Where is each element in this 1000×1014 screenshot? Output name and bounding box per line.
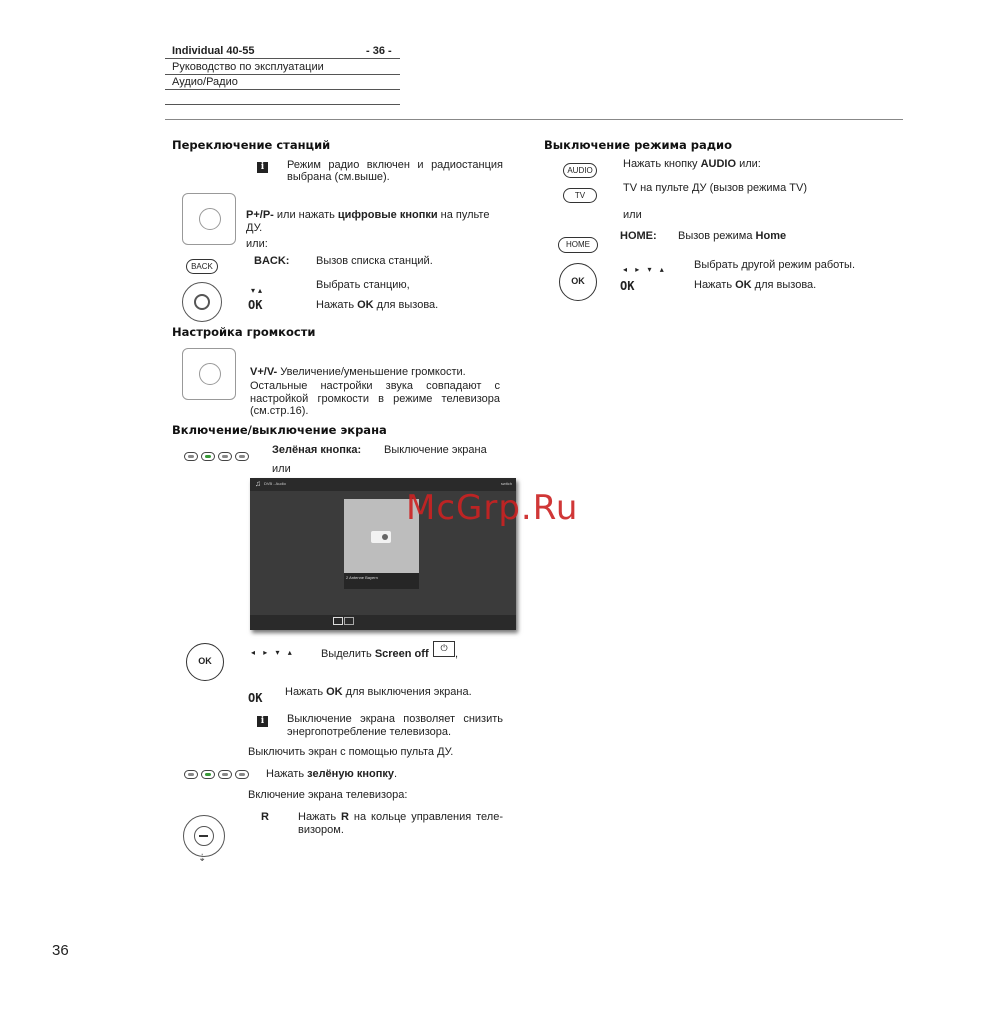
color-buttons-icon: [184, 452, 249, 461]
ok-label-right: OK: [620, 279, 635, 293]
hl-pre: Выделить: [321, 648, 375, 660]
pp-key: P+/P-: [246, 209, 274, 221]
r-post: на кольце управления теле-визором.: [298, 811, 503, 836]
pp-text-1: или нажать: [273, 209, 338, 221]
remote-off-text: Выключить экран с помощью пульта ДУ.: [248, 746, 454, 758]
r-desc: [298, 811, 503, 836]
green-desc: Выключение экрана: [384, 444, 487, 456]
screenshot-bottombar: [250, 615, 516, 630]
press-post: .: [394, 768, 398, 780]
select-station-desc: Выбрать станцию,: [316, 279, 410, 291]
r-bold: R: [341, 811, 349, 823]
home-key: HOME:: [620, 230, 657, 242]
audio-bold: AUDIO: [700, 158, 737, 170]
press-green-text: [266, 768, 397, 780]
page-number: 36: [52, 942, 69, 959]
header-rule-3: [165, 89, 400, 90]
highlight-comma: ,: [455, 648, 459, 660]
content-top-rule: [165, 119, 903, 120]
volume-note: Остальные настройки звука совпадают с настройкой громкости в режиме телевизора (см.стр.16).: [250, 380, 500, 417]
highlight-screen-off: [321, 648, 429, 660]
ok-call-post: для вызова.: [373, 299, 439, 311]
hl-bold: Screen off: [374, 648, 429, 660]
vv-instruction: [250, 366, 466, 378]
home-desc: [678, 230, 786, 242]
ok-ring-icon: [182, 282, 222, 322]
header-product: Individual 40-55: [172, 45, 255, 57]
select-mode-desc: Выбрать другой режим работы.: [694, 259, 856, 271]
ok-label-2: OK: [248, 691, 263, 705]
press-bold: зелёную кнопку: [307, 768, 395, 780]
header-page-ref: - 36 -: [366, 45, 392, 57]
turn-on-text: Включение экрана телевизора:: [248, 789, 408, 801]
ok-right-bold: OK: [735, 279, 752, 291]
ok2-bold: OK: [326, 686, 343, 698]
tv-button-icon: TV: [563, 188, 597, 203]
ok-call-pre: Нажать: [316, 299, 358, 311]
home-bold: Home: [755, 230, 787, 242]
screen-off-power-icon: ⏻: [433, 641, 455, 657]
nav-arrows-icon-right: ◂ ▸ ▾ ▴: [623, 265, 667, 274]
control-ring-icon: [183, 815, 225, 857]
press-pre: Нажать: [266, 768, 308, 780]
ok-nav-button-icon-right: OK: [559, 263, 597, 301]
back-desc: Вызов списка станций.: [316, 255, 433, 267]
radio-icon: [371, 531, 391, 543]
section-title-volume: Настройка громкости: [172, 325, 316, 339]
screenshot-topbar-left: DVB - Audio: [264, 481, 286, 486]
color-buttons-icon-2: [184, 770, 249, 779]
info-icon: i: [257, 162, 268, 173]
ok-nav-button-icon: OK: [186, 643, 224, 681]
or-label-2: или: [272, 463, 291, 475]
header-rule-1: [165, 58, 400, 59]
station-label: 2 Antenne Bayern: [346, 575, 378, 580]
ok-right-pre: Нажать: [694, 279, 736, 291]
ok-call-bold: OK: [357, 299, 374, 311]
nav-arrows-icon: ◂ ▸ ▾ ▴: [251, 648, 295, 657]
ok-label: OK: [248, 298, 263, 312]
ok-call-desc: [316, 299, 438, 311]
screen-off-icon: [333, 617, 343, 625]
r-pre: Нажать: [298, 811, 341, 823]
down-up-arrows-icon: ▾▴: [251, 286, 266, 295]
pp-bold: цифровые кнопки: [337, 209, 438, 221]
info-text-energy: Выключение экрана позволяет снизить энергопотребление телевизора.: [287, 713, 503, 738]
back-key: BACK:: [254, 255, 290, 267]
ok2-pre: Нажать: [285, 686, 327, 698]
screen-icon: [344, 617, 354, 625]
vv-desc: Увеличение/уменьшение громкости.: [277, 366, 466, 378]
pp-instruction: [246, 209, 504, 235]
vv-key: V+/V-: [250, 366, 278, 378]
pp-text-2: на пульте ДУ.: [246, 209, 490, 234]
header-manual: Руководство по эксплуатации: [172, 61, 324, 73]
ok-screen-off-desc: [285, 686, 472, 698]
tv-desc: TV на пульте ДУ (вызов режима TV): [623, 182, 807, 194]
info-icon-2: i: [257, 716, 268, 727]
section-title-screen: Включение/выключение экрана: [172, 423, 387, 437]
back-button-icon: BACK: [186, 259, 218, 274]
remote-rocker-vv-icon: [182, 348, 236, 400]
ok-right-post: для вызова.: [751, 279, 817, 291]
home-button-icon: HOME: [558, 237, 598, 253]
green-key: Зелёная кнопка:: [272, 444, 362, 456]
info-text-radio-on: Режим радио включен и радиостанция выбрана (см.выше).: [287, 159, 503, 183]
home-pre: Вызов режима: [678, 230, 756, 242]
audio-pre: Нажать кнопку: [623, 158, 701, 170]
audio-post: или:: [736, 158, 761, 170]
ok-call-desc-right: [694, 279, 816, 291]
ring-pointer: ⇣: [198, 853, 207, 864]
audio-button-icon: AUDIO: [563, 163, 597, 178]
header-section: Аудио/Радио: [172, 76, 238, 88]
ok2-post: для выключения экрана.: [342, 686, 472, 698]
section-title-station-switch: Переключение станций: [172, 138, 331, 152]
audio-instruction: [623, 158, 761, 170]
remote-rocker-pp-icon: [182, 193, 236, 245]
or-label-right: или: [623, 209, 642, 221]
r-key: R: [261, 811, 269, 823]
header-rule-2: [165, 74, 400, 75]
music-note-icon: ♫: [255, 479, 261, 488]
screenshot-topbar-right: switch: [500, 481, 512, 486]
or-label: или:: [246, 238, 268, 250]
watermark: McGrp.Ru: [406, 488, 579, 528]
section-title-radio-off: Выключение режима радио: [544, 138, 733, 152]
header-rule-4: [165, 104, 400, 105]
